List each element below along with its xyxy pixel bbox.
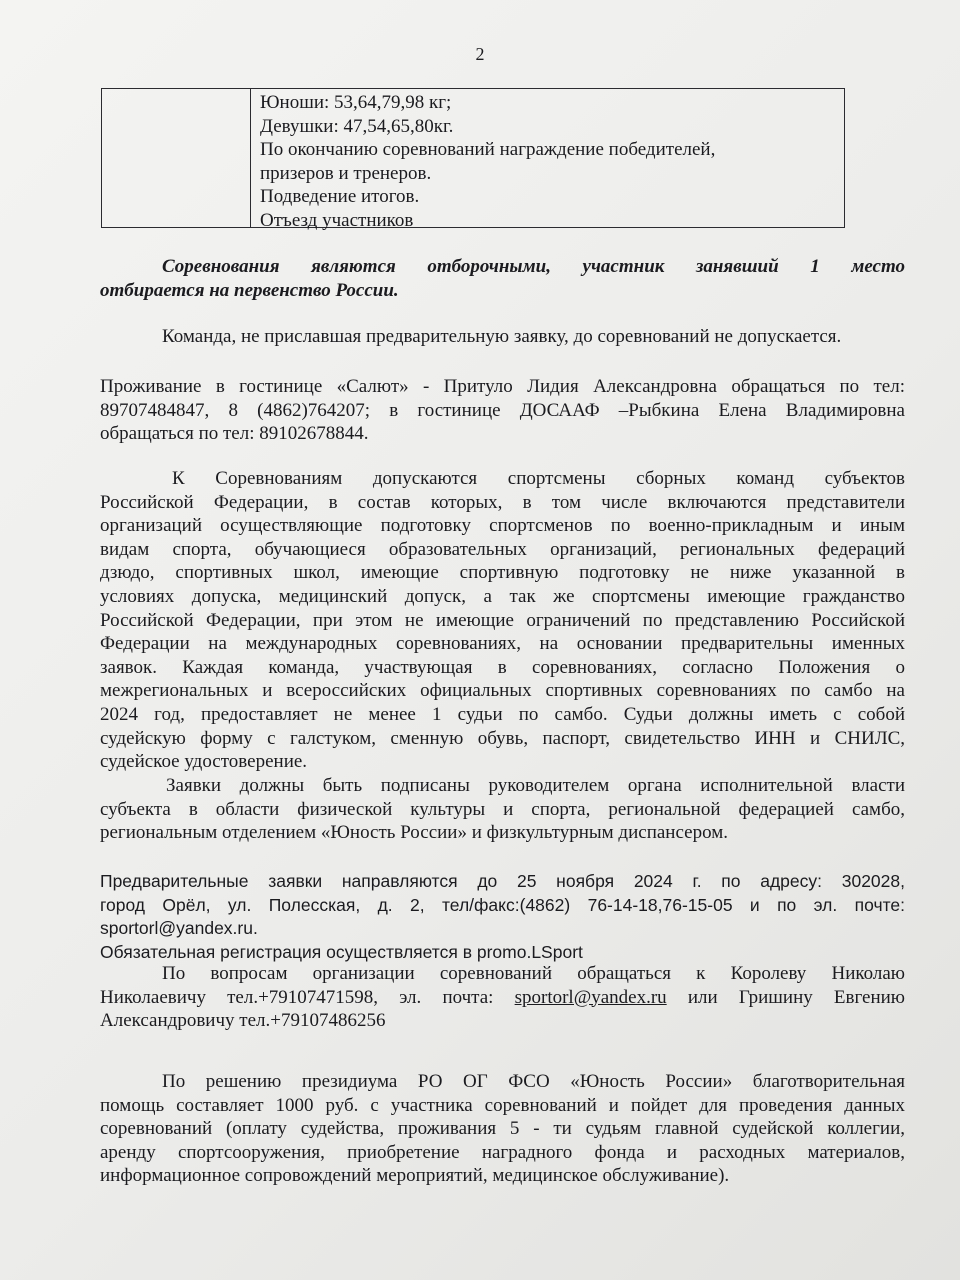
text-line: аренду спортсооружения, приобретение наградного фонда и расходных материалов,	[100, 1141, 905, 1163]
table-line: Юноши: 53,64,79,98 кг;	[260, 92, 452, 113]
page-number: 2	[475, 44, 485, 64]
text-line: информационное сопровождений мероприятий, медицинское обслуживание).	[100, 1165, 730, 1187]
table-cell-schedule	[260, 91, 834, 232]
text-line: судейское удостоверение.	[100, 751, 308, 773]
text-line: субъекта в области физической культуры и спорта, региональной федерацией самбо,	[100, 798, 905, 820]
table-line: призеров и тренеров.	[260, 162, 432, 184]
table-line: Подведение итогов.	[260, 186, 420, 207]
text-line: Александровичу тел.+79107486256	[100, 1010, 386, 1032]
table-line: По окончанию соревнований награждение победителей,	[260, 139, 716, 160]
text-line: Предварительные заявки направляются до 25 ноября 2024 г. по адресу: 302028,	[100, 871, 905, 891]
text-line: Российской Федерации, в состав которых, в том числе включаются представители	[100, 491, 905, 513]
text-line: региональным отделением «Юность России» и физкультурным диспансером.	[100, 822, 728, 844]
text-line: город Орёл, ул. Полесская, д. 2, тел/факс:(4862) 76-14-18,76-15-05 и по эл. почте:	[100, 894, 905, 915]
text-line: соревнований (оплату судейства, проживания 5 - ти судьям главной судейской коллегии,	[100, 1118, 905, 1140]
text-line: Команда, не приславшая предварительную заявку, до соревнований не допускается.	[162, 326, 842, 347]
text-line: 2024 год, предоставляет не менее 1 судьи по самбо. Судьи должны иметь с собой	[100, 703, 905, 725]
applications-paragraph	[100, 870, 905, 964]
text-line: обращаться по тел: 89102678844.	[100, 423, 369, 445]
text-line: помощь составляет 1000 руб. с участника соревнований и пойдет для проведения данных	[100, 1094, 905, 1116]
text-line: 89707484847, 8 (4862)764207; в гостинице ДОСААФ –Рыбкина Елена Владимировна	[100, 399, 905, 421]
text-line: дзюдо, спортивных школ, имеющие спортивную подготовку не ниже указанной в	[100, 562, 905, 584]
table-column-divider	[250, 89, 251, 227]
text-line: По вопросам организации соревнований обращаться к Королеву Николаю	[162, 963, 905, 984]
text-line: К Соревнованиям допускаются спортсмены сборных команд субъектов	[172, 468, 905, 489]
selection-note	[100, 255, 905, 302]
admission-note	[100, 325, 905, 349]
text-line: условиях допуска, медицинский допуск, а так же спортсмены имеющие гражданство	[100, 585, 905, 607]
text-line: судейскую форму с галстуком, сменную обувь, паспорт, свидетельство ИНН и СНИЛС,	[100, 727, 905, 749]
signatures-paragraph	[100, 774, 905, 845]
text-line: По решению президиума РО ОГ ФСО «Юность России» благотворительная	[162, 1071, 905, 1092]
eligibility-paragraph	[100, 467, 905, 774]
text-line: видам спорта, обучающиеся образовательных организаций, региональных федераций	[100, 538, 905, 560]
schedule-table	[101, 88, 845, 231]
text-line: организаций осуществляющие подготовку спортсменов по военно-прикладным и иным	[100, 515, 905, 537]
text-line: sportorl@yandex.ru.	[100, 918, 258, 938]
text-line: заявок. Каждая команда, участвующая в соревнованиях, согласно Положения о	[100, 656, 905, 678]
text-segment: или Гришину Евгению	[666, 986, 906, 1008]
table-line: Отъезд участников	[260, 209, 414, 231]
table-line: Девушки: 47,54,65,80кг.	[260, 115, 454, 137]
text-line: межрегиональных и всероссийских официальных спортивных соревнованиях по самбо на	[100, 680, 905, 702]
registration-note: Обязательная регистрация осуществляется в promo.LSport	[100, 941, 583, 962]
email-link[interactable]: sportorl@yandex.ru	[514, 986, 667, 1008]
text-line: Российской Федерации, при этом не имеющие ограничений по представлению Российской	[100, 609, 905, 631]
text-line: Соревнования являются отборочными, участник занявший 1 место	[162, 256, 905, 277]
text-line: Проживание в гостинице «Салют» - Притуло Лидия Александровна обращаться по тел:	[100, 376, 905, 397]
text-line: Заявки должны быть подписаны руководителем органа исполнительной власти	[166, 775, 905, 796]
accommodation-paragraph	[100, 375, 905, 446]
text-segment: Николаевичу тел.+79107471598, эл. почта:	[100, 986, 515, 1008]
text-line	[100, 986, 905, 1010]
charity-paragraph	[100, 1070, 905, 1188]
contacts-paragraph	[100, 962, 905, 1033]
text-line: отбирается на первенство России.	[100, 279, 399, 301]
text-line: Федерации на международных соревнованиях, на основании предварительны именных	[100, 633, 905, 655]
